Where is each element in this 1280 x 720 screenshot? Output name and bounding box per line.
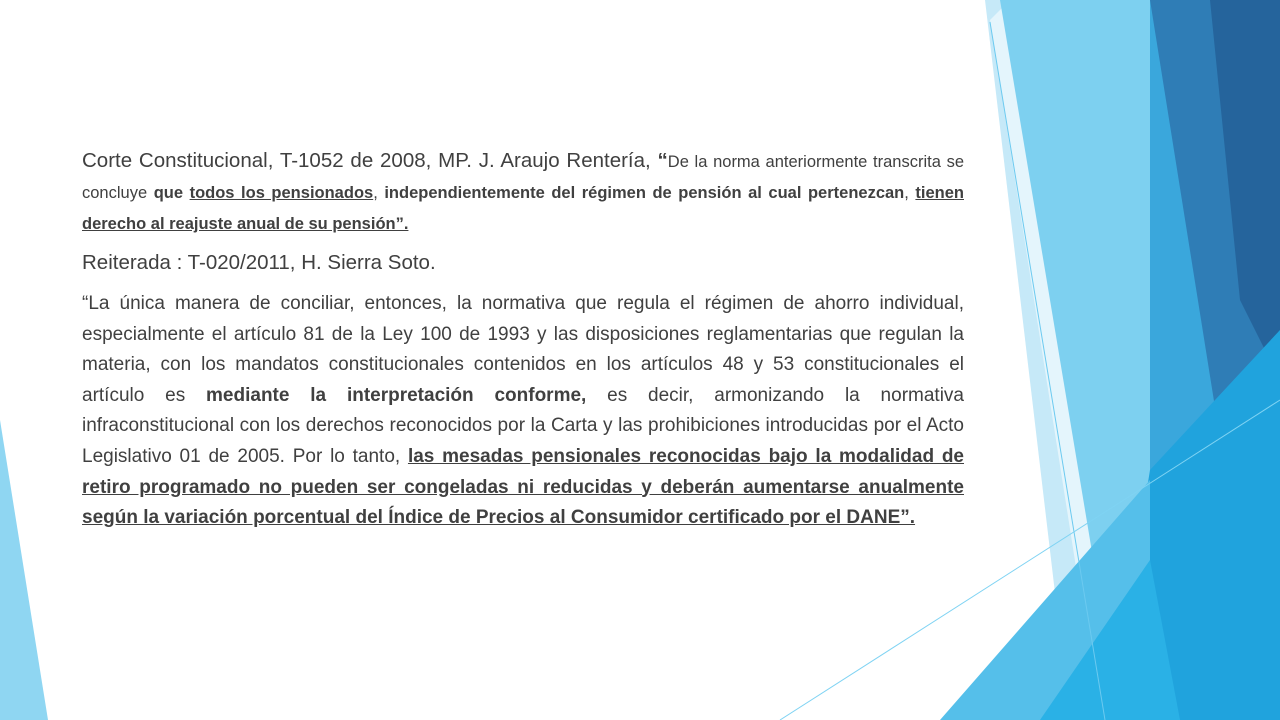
underlined-derecho-reajuste: tienen derecho al reajuste anual de su pensión”. — [82, 184, 964, 233]
bold-que: que — [153, 184, 190, 202]
comma-2: , — [904, 184, 916, 202]
comma-1: , — [373, 184, 385, 202]
underlined-todos-pensionados: todos los pensionados — [189, 184, 374, 202]
quote-text-start: “La única manera de conciliar, entonces, la normativa que regula el régimen de ahorro individual, especialmente el artículo 81 de la Ley 100 de 1993 y las disposiciones reglamentarias que regulan la materia, con los mandatos constitucionales contenidos en los artículos 48 y 53 constitucionales el artículo es — [82, 293, 964, 406]
quote-paragraph — [82, 289, 964, 534]
citation-lead: Corte Constitucional, T-1052 de 2008, MP. J. Araujo Rentería, — [82, 149, 658, 172]
quote-text-middle: es decir, armonizando la normativa infraconstitucional con los derechos reconocidos por la Carta y las prohibiciones introducidas por el Acto Legislativo 01 de 2005. Por lo tanto, — [82, 384, 964, 467]
quote-open: “ — [657, 149, 668, 172]
citation-paragraph — [82, 146, 964, 239]
left-edge-wedge — [0, 420, 48, 720]
quote-intro: De la norma anteriormente transcrita se concluye — [82, 153, 964, 202]
reiterada-paragraph: Reiterada : T-020/2011, H. Sierra Soto. — [82, 251, 436, 274]
bold-independientemente: independientemente del régimen de pensión al cual pertenezcan — [384, 184, 905, 202]
slide-text — [82, 146, 964, 534]
underlined-mesadas-pensionales: las mesadas pensionales reconocidas bajo la modalidad de retiro programado no pueden ser congeladas ni reducidas y deberán aumentarse anualmente según la variación porcentual del Índice de Precios al Consumidor certificado por el DANE”. — [82, 445, 964, 529]
bold-interpretacion-conforme: mediante la interpretación conforme, — [206, 384, 587, 406]
